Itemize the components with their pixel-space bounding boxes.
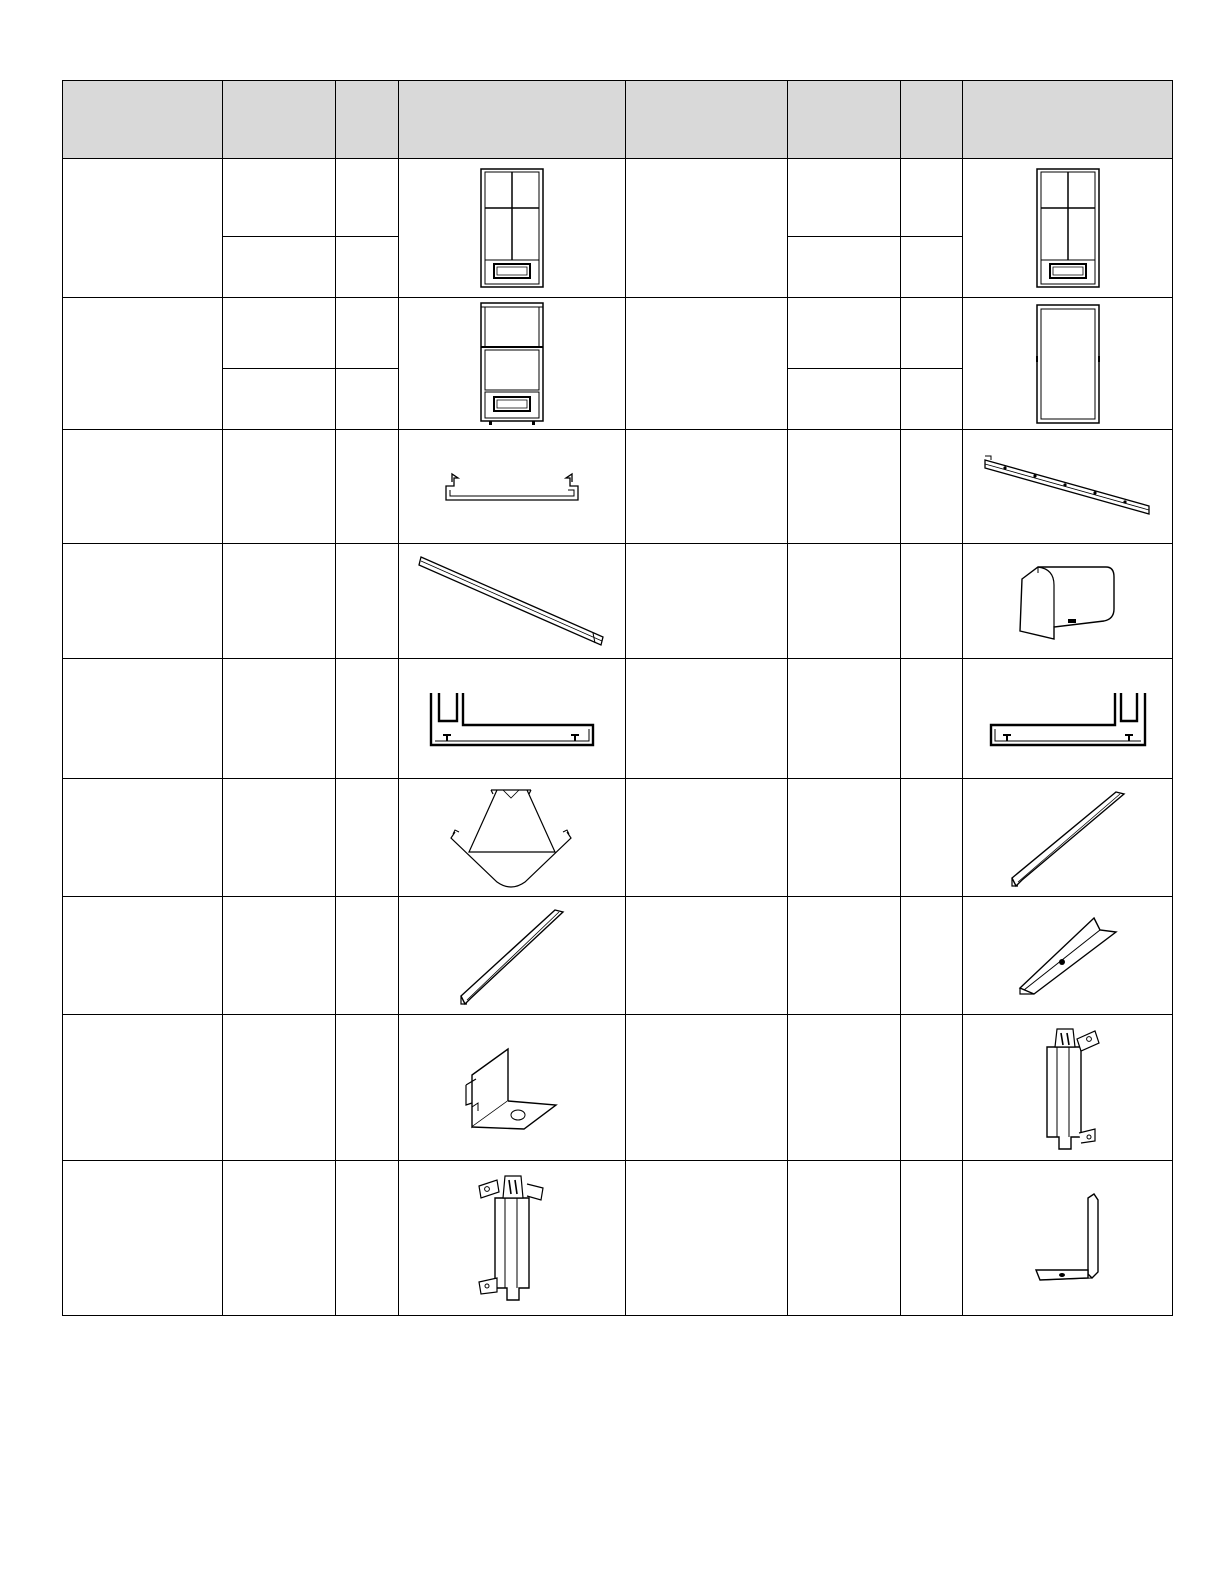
part-qty-cell [901, 1015, 963, 1161]
part-image-cell [963, 1015, 1173, 1161]
table-row [63, 430, 1173, 544]
part-qty-cell [901, 237, 963, 298]
header-cell [223, 81, 336, 159]
wall-panel-icon [1036, 304, 1100, 424]
part-qty-cell [336, 298, 399, 369]
header-cell [963, 81, 1173, 159]
part-qty-cell [336, 369, 399, 430]
header-row [63, 81, 1173, 159]
part-name-cell [626, 430, 788, 544]
part-code-cell [223, 159, 336, 237]
parts-table [62, 80, 1173, 1316]
part-code-cell [788, 237, 901, 298]
part-code-cell [788, 159, 901, 237]
rail-with-holes-icon [983, 452, 1153, 522]
diagonal-bar-icon [1008, 788, 1128, 888]
part-qty-cell [901, 298, 963, 369]
part-image-cell [963, 159, 1173, 298]
part-name-cell [63, 544, 223, 659]
part-name-cell [626, 897, 788, 1015]
part-name-cell [63, 298, 223, 430]
part-name-cell [63, 779, 223, 897]
part-image-cell [963, 544, 1173, 659]
part-name-cell [626, 298, 788, 430]
part-name-cell [63, 659, 223, 779]
table-row [63, 1015, 1173, 1161]
header-cell [788, 81, 901, 159]
part-image-cell [399, 659, 626, 779]
angle-bar-icon [1018, 914, 1118, 998]
part-code-cell [223, 897, 336, 1015]
part-code-cell [223, 430, 336, 544]
part-code-cell [223, 298, 336, 369]
table-row [63, 298, 1173, 358]
part-image-cell [399, 544, 626, 659]
part-image-cell [399, 1015, 626, 1161]
part-name-cell [626, 659, 788, 779]
table-row [63, 1161, 1173, 1316]
part-code-cell [223, 369, 336, 430]
part-qty-cell [901, 369, 963, 430]
long-rail-icon [417, 553, 607, 649]
part-name-cell [626, 1161, 788, 1316]
table-row [63, 897, 1173, 1015]
part-code-cell [788, 430, 901, 544]
part-code-cell [223, 237, 336, 298]
part-qty-cell [336, 237, 399, 298]
part-code-cell [223, 779, 336, 897]
gable-profile-icon [447, 784, 577, 892]
part-code-cell [788, 369, 901, 430]
floor-profile-right-icon [987, 689, 1149, 749]
part-qty-cell [336, 1015, 399, 1161]
part-qty-cell [336, 159, 399, 237]
header-cell [399, 81, 626, 159]
part-code-cell [788, 298, 901, 369]
part-image-cell [963, 779, 1173, 897]
corner-cap-icon [1018, 563, 1118, 639]
part-code-cell [788, 897, 901, 1015]
part-qty-cell [901, 659, 963, 779]
part-name-cell [63, 1161, 223, 1316]
part-image-cell [399, 298, 626, 430]
part-name-cell [63, 1015, 223, 1161]
part-image-cell [399, 430, 626, 544]
header-cell [626, 81, 788, 159]
part-qty-cell [901, 779, 963, 897]
part-qty-cell [901, 1161, 963, 1316]
part-code-cell [788, 1161, 901, 1316]
header-cell [336, 81, 399, 159]
part-qty-cell [901, 897, 963, 1015]
part-name-cell [626, 544, 788, 659]
part-code-cell [788, 1015, 901, 1161]
part-qty-cell [901, 430, 963, 544]
post-connector-icon [475, 1172, 549, 1304]
floor-profile-left-icon [427, 689, 597, 749]
part-code-cell [223, 659, 336, 779]
door-window-panel-icon [480, 168, 544, 288]
part-image-cell [963, 897, 1173, 1015]
door-panel-tall-icon [480, 302, 544, 426]
part-qty-cell [901, 544, 963, 659]
part-image-cell [963, 659, 1173, 779]
table-row [63, 779, 1173, 897]
table-row [63, 544, 1173, 659]
angle-bracket-icon [1032, 1192, 1104, 1284]
part-image-cell [399, 1161, 626, 1316]
l-bracket-icon [462, 1045, 562, 1131]
part-name-cell [626, 159, 788, 298]
part-qty-cell [336, 779, 399, 897]
part-name-cell [626, 779, 788, 897]
part-code-cell [788, 779, 901, 897]
part-image-cell [399, 159, 626, 298]
part-code-cell [223, 1015, 336, 1161]
part-image-cell [963, 430, 1173, 544]
part-image-cell [963, 298, 1173, 430]
part-qty-cell [336, 544, 399, 659]
header-cell [63, 81, 223, 159]
part-qty-cell [901, 159, 963, 237]
part-name-cell [626, 1015, 788, 1161]
part-code-cell [788, 659, 901, 779]
door-window-panel-icon [1036, 168, 1100, 288]
part-name-cell [63, 897, 223, 1015]
diagonal-bar-icon [457, 906, 567, 1006]
part-image-cell [399, 897, 626, 1015]
part-code-cell [223, 1161, 336, 1316]
part-qty-cell [336, 897, 399, 1015]
part-qty-cell [336, 659, 399, 779]
part-image-cell [963, 1161, 1173, 1316]
part-code-cell [223, 544, 336, 659]
channel-profile-icon [442, 462, 582, 512]
part-qty-cell [336, 1161, 399, 1316]
part-code-cell [788, 544, 901, 659]
header-cell [901, 81, 963, 159]
table-row [63, 159, 1173, 237]
post-connector-icon [1033, 1025, 1103, 1151]
part-image-cell [399, 779, 626, 897]
part-name-cell [63, 430, 223, 544]
table-row [63, 659, 1173, 779]
part-qty-cell [336, 430, 399, 544]
part-name-cell [63, 159, 223, 298]
